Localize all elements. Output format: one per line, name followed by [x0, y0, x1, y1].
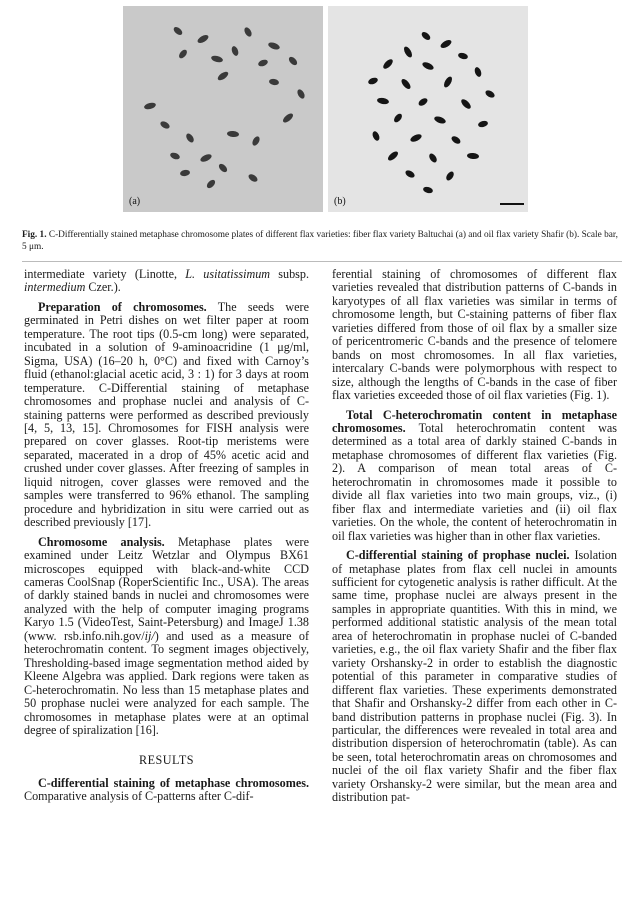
micrograph-panel-a: [123, 6, 323, 212]
heading-chromosome-analysis: Chromosome analysis.: [38, 534, 165, 549]
chromosome-plate-image-a: [123, 6, 323, 212]
micrograph-panel-b: [328, 6, 528, 212]
caption-title: Fig. 1.: [22, 230, 47, 240]
panel-a-label: (a): [129, 196, 141, 207]
paragraph-c-differential-metaphase: C-differential staining of metaphase chromosomes. Comparative analysis of C-patterns after C-dif-: [24, 775, 309, 804]
caption-divider: [22, 261, 622, 262]
caption-text: C-Differentially stained metaphase chromosome plates of different flax varieties: fiber flax variety Baltuchai (a) and oil flax variety Shafir (b). Scale bar, 5 μm.: [22, 230, 618, 252]
paragraph-prophase-nuclei: C-differential staining of prophase nuclei. Isolation of metaphase plates from flax cell nuclei in amounts sufficient for cytogenetic analysis is rather difficult. At the same time, prophase nuclei are always present in the samples in appropriate quantities. With this in mind, we performed additional statistic analysis of the mean total area of heterochromatin in prophase nuclei of C-banded varieties, e.g., the oil flax variety Shafir and the fiber flax variety Orshansky-2 in order to establish the diagnostic potential of this parameter in comparative studies of different flax varieties. These experiments demonstrated that Shafir and Orshansky-2 differ from each other in C-band distribution patterns in prophase nuclei (Fig. 3). In particular, the differences were revealed in total area and distribution dispersion of heterochromatin (table). As can be seen, total heterochromatin areas on chromosomes and nuclei of the oil flax variety Shafir and the fiber flax variety Orshansky-2 were similar, but the mean area and distribution pat-: [332, 548, 617, 805]
left-column: [24, 268, 309, 804]
heading-c-differential-metaphase: C-differential staining of metaphase chromosomes.: [38, 775, 309, 790]
heading-prophase-nuclei: C-differential staining of prophase nuclei.: [346, 548, 570, 563]
section-heading-results: RESULTS: [138, 753, 194, 768]
paragraph-total-heterochromatin: Total C-heterochromatin content in metaphase chromosomes. Total heterochromatin content was determined as a total area of darkly stained C-bands in metaphase chromosomes of different flax varieties (Fig. 2). A comparison of mean total areas of C-heterochromatin in chromosomes made it possible to divide all flax varieties into two main groups, viz., (i) fiber flax and intermediate varieties and (ii) oil flax varieties. On the whole, the content of heterochromatin in oil flax varieties was higher than in other flax varieties.: [332, 407, 617, 543]
paragraph-c-patterns: ferential staining of chromosomes of different flax varieties revealed that distribution patterns of C-bands in karyotypes of all flax varieties was similar in terms of chromosome length, but C-staining patterns of fiber flax varieties differed from those of oil flax by a smaller size of pericentromeric C-bands and the presence of telomere bands on most chromosomes. In all flax varieties, intercalary C-bands were polymorphous with respect to size, although the lengths of C-bands in the case of fiber flax varieties exceeded those of oil flax varieties (Fig. 1).: [332, 267, 617, 403]
paragraph-chromosome-analysis: Chromosome analysis. Metaphase plates were examined under Leitz Wetzlar and Olympus BX61 microscopes equipped with black-and-white CCD cameras CoolSnap (RoperScientific Inc., USA). The areas of darkly stained bands in nuclei and chromosomes were analyzed with the help of computer imaging programs Karyo 1.5 (VideoTest, Saint-Petersburg) and ImageJ 1.38 (www. rsb.info.nih.gov/ij/) and used as a measure of heterochromatin content. To segment images objectively, Thresholding-based image segmentation method aided by Kleene Algebra was applied. Dark regions were taken as C-heterochromatin. No less than 15 metaphase plates and 50 prophase nuclei were analyzed for each sample. The chromosomes in metaphase plates were at an optimal degree of spiralization [16].: [24, 534, 309, 737]
figure-caption: [22, 229, 622, 253]
paragraph-intermediate-variety: intermediate variety (Linotte, L. usitatissimum subsp. intermedium Czer.).: [24, 267, 309, 295]
right-column: [332, 268, 617, 805]
figure-1: [123, 6, 523, 212]
panel-b-label: (b): [334, 196, 346, 207]
chromosome-plate-image-b: [328, 6, 528, 212]
heading-preparation: Preparation of chromosomes.: [38, 299, 207, 314]
heading-total-heterochromatin: Total C-heterochromatin content in metaphase chromosomes.: [332, 407, 617, 435]
paragraph-preparation: Preparation of chromosomes. The seeds were germinated in Petri dishes on wet filter paper at room temperature. The root tips (0.5-cm long) were separated, incubated in a solution of 9-aminoacridine (1 μg/ml, Sigma, USA) (16–20 h, 0°C) and fixed with Carnoy’s fluid (ethanol:glacial acetic acid, 3 : 1) for 3 days at room temperature. C-Differential staining of metaphase chromosomes and prophase nuclei and analysis of C-staining patterns were performed as described previously [4, 5, 13, 15]. Chromosomes for FISH analysis were prepared on cover glasses. Root-tip meristems were separated, macerated in a drop of 45% acetic acid and crushed under cover glasses. After freezing of samples in liquid nitrogen, cover glasses were removed and the samples were transferred to 96% ethanol. The sampling procedure and hybridization in situ were carried out as described previously [17].: [24, 299, 309, 530]
scale-bar: [500, 203, 524, 205]
